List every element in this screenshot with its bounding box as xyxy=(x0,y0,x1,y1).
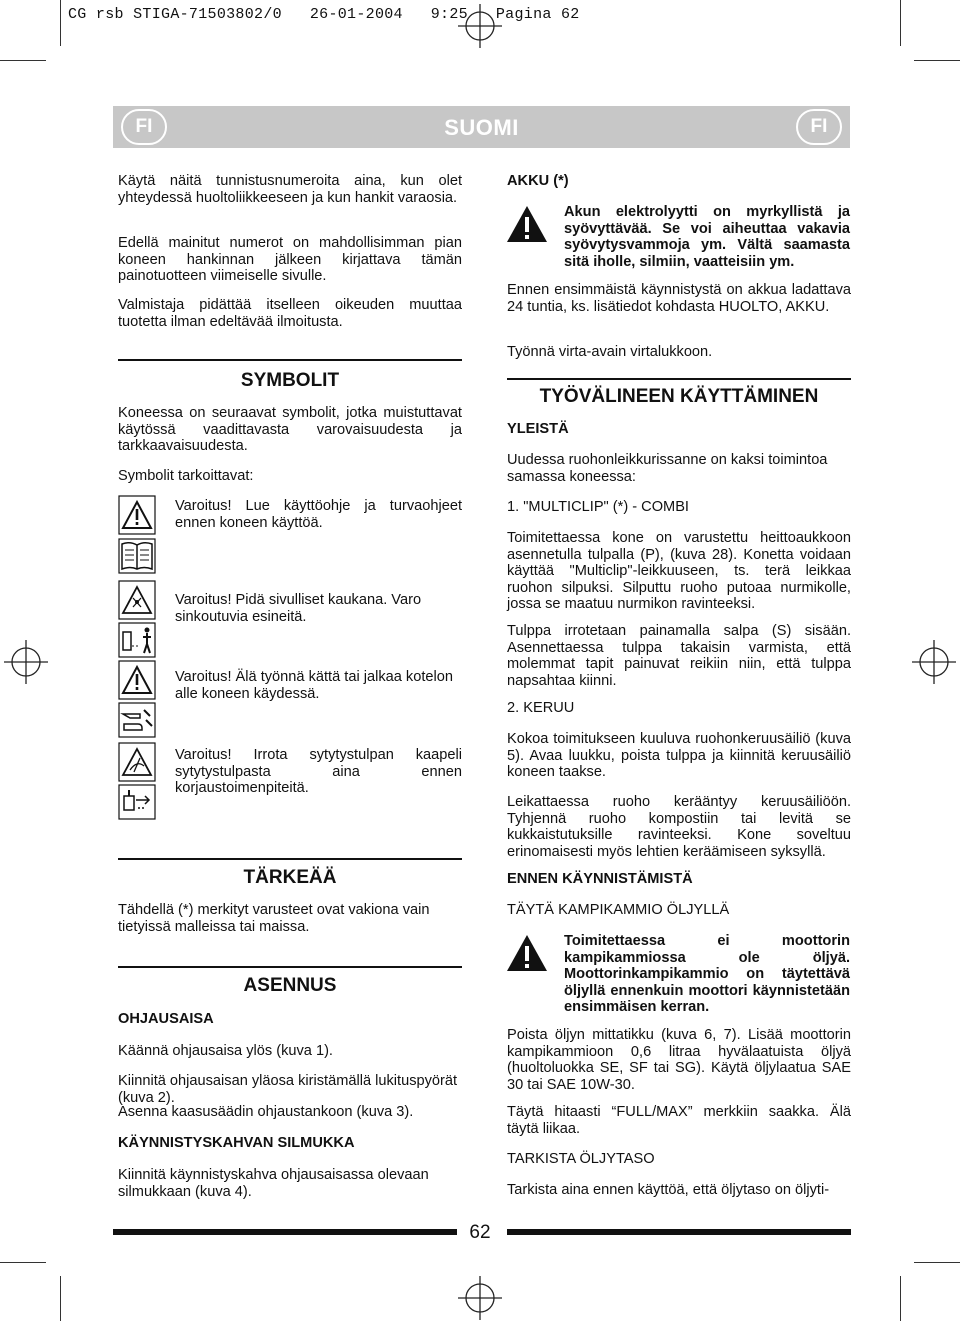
tarkista-text: Tarkista aina ennen käyttöä, että öljytaso on öljyti- xyxy=(507,1182,830,1198)
intro-paragraph-2: Edellä mainitut numerot on mahdollisimman pian koneen hankinnan jälkeen kirjattava tämän painotuotteen viimeiselle sivulle. xyxy=(118,235,462,285)
symbolit-label: Symbolit tarkoittavat: xyxy=(118,468,254,484)
intro-paragraph-3: Valmistaja pidättää itselleen oikeuden muuttaa tuotetta ilman edeltävää ilmoitusta. xyxy=(118,297,462,330)
tayta-heading: TÄYTÄ KAMPIKAMMIO ÖLJYLLÄ xyxy=(507,902,730,918)
multiclip-heading: 1. "MULTICLIP" (*) - COMBI xyxy=(507,499,689,515)
crop-mark xyxy=(914,60,960,61)
yleista-heading: YLEISTÄ xyxy=(507,421,569,437)
hand-foot-under-deck-icon xyxy=(118,702,156,738)
symbol-description-3: Varoitus! Älä työnnä kättä tai jalkaa kotelon alle koneen käydessä. xyxy=(175,669,453,702)
akku-heading: AKKU (*) xyxy=(507,173,569,189)
crop-mark xyxy=(900,0,901,46)
keruu-paragraph-2: Leikattaessa ruoho kerääntyy keruusäiliöön. Tyhjennä ruoho kompostiin tai levitä se kukkaistutuksille ravinteeksi. Kone soveltuu erinomaisesti myös lehtien keräämiseen syksyllä. xyxy=(507,794,851,860)
section-rule xyxy=(507,378,851,380)
symbolit-text: Koneessa on seuraavat symbolit, jotka muistuttavat käytössä vaadittavasta varovaisuudesta ja tarkkaavaisuudesta. xyxy=(118,405,462,455)
symbol-description-4: Varoitus! Irrota sytytystulpan kaapeli sytytystulpasta aina ennen korjaustoimenpiteitä. xyxy=(175,747,462,797)
section-rule xyxy=(118,858,462,860)
crop-mark xyxy=(914,1262,960,1263)
multiclip-paragraph-2: Tulppa irrotetaan painamalla salpa (S) sisään. Asennettaessa tulppa takaisin varmista, että molemmat tapit painuvat reikiin niin, että tulppa napsahtaa kiinni. xyxy=(507,623,851,689)
section-heading-tyovalineen: TYÖVÄLINEEN KÄYTTÄMINEN xyxy=(539,386,819,407)
banner-title: SUOMI xyxy=(444,115,519,140)
symbol-description-1: Varoitus! Lue käyttöohje ja turvaohjeet ennen koneen käyttöä. xyxy=(175,498,462,531)
multiclip-paragraph-1: Toimitettaessa kone on varustettu heittoaukkoon asennetulla tulpalla (P), (kuva 28). Konetta voidaan käyttää "Multiclip"-leikkuuseen, ts. terä leikkaa ruohon silpuksi. Silputtu ruoho putoaa nurmikolle, jossa se maatuu nurmikon ravinteeksi. xyxy=(507,530,851,613)
registration-mark-icon xyxy=(458,1276,502,1320)
language-badge-left: FI xyxy=(121,109,167,145)
spark-plug-disconnect-icon xyxy=(118,784,156,820)
section-heading-symbolit: SYMBOLIT xyxy=(240,370,340,391)
ohjausaisa-paragraph-2: Kiinnitä ohjausaisan yläosa kiristämällä lukituspyörät (kuva 2). xyxy=(118,1073,458,1106)
akku-paragraph-1: Ennen ensimmäistä käynnistystä on akkua ladattava 24 tuntia, ks. lisätiedot kohdasta HUOLTO, AKKU. xyxy=(507,282,851,315)
symbol-description-2: Varoitus! Pidä sivulliset kaukana. Varo sinkoutuvia esineitä. xyxy=(175,592,422,625)
manual-book-icon xyxy=(118,538,156,574)
keruu-heading: 2. KERUU xyxy=(507,700,575,716)
print-header: CG rsb STIGA-71503802/0 26-01-2004 9:25 Pagina 62 xyxy=(68,6,580,23)
crop-mark xyxy=(0,1262,46,1263)
language-banner xyxy=(113,106,850,148)
intro-paragraph-1: Käytä näitä tunnistusnumeroita aina, kun olet yhteydessä huoltoliikkeeseen ja kun hankit varaosia. xyxy=(118,173,462,206)
ohjausaisa-paragraph-1: Käännä ohjausaisa ylös (kuva 1). xyxy=(118,1043,333,1059)
tarkeaa-text: Tähdellä (*) merkityt varusteet ovat vakiona vain tietyissä malleissa tai maissa. xyxy=(118,902,430,935)
thrown-objects-warning-icon xyxy=(118,580,156,620)
keruu-paragraph-1: Kokoa toimitukseen kuuluva ruohonkeruusäiliö (kuva 5). Avaa luukku, poista tulppa ja kiinnitä keruusäiliö koneen taakse. xyxy=(507,731,851,781)
warning-triangle-icon xyxy=(505,933,549,973)
crop-mark xyxy=(0,60,46,61)
language-badge-right: FI xyxy=(796,109,842,145)
section-rule xyxy=(118,359,462,361)
registration-mark-icon xyxy=(912,640,956,684)
registration-mark-icon xyxy=(4,640,48,684)
oil-paragraph-2: Täytä hitaasti “FULL/MAX” merkkiin saakka. Älä täytä liikaa. xyxy=(507,1104,851,1137)
ohjausaisa-heading: OHJAUSAISA xyxy=(118,1011,214,1027)
ohjausaisa-paragraph-3: Asenna kaasusäädin ohjaustankoon (kuva 3). xyxy=(118,1104,414,1120)
oil-warning: Toimitettaessa ei moottorin kampikammiossa ole öljyä. Moottorinkampikammio on täytettävä öljyllä ennenkuin moottori käynnistetään ensimmäisen kerran. xyxy=(564,933,850,1016)
section-rule xyxy=(118,966,462,968)
warning-triangle-icon xyxy=(118,495,156,535)
crop-mark xyxy=(60,0,61,46)
crop-mark xyxy=(900,1276,901,1321)
bystander-distance-icon xyxy=(118,622,156,658)
section-heading-tarkeaa: TÄRKEÄÄ xyxy=(243,867,337,888)
warning-triangle-icon xyxy=(118,660,156,700)
tarkista-heading: TARKISTA ÖLJYTASO xyxy=(507,1151,655,1167)
section-heading-asennus: ASENNUS xyxy=(243,975,337,996)
ennen-heading: ENNEN KÄYNNISTÄMISTÄ xyxy=(507,871,693,887)
warning-triangle-icon xyxy=(505,204,549,244)
spark-plug-warning-icon xyxy=(118,742,156,782)
akku-paragraph-2: Työnnä virta-avain virtalukkoon. xyxy=(507,344,713,360)
akku-warning: Akun elektrolyytti on myrkyllistä ja syövyttävää. Se voi aiheuttaa vakavia syövytysvammoja ym. Vältä saamasta sitä iholle, silmiin, vaatteisiin ym. xyxy=(564,204,850,270)
page-number: 62 xyxy=(469,1222,491,1243)
kaynnistys-heading: KÄYNNISTYSKAHVAN SILMUKKA xyxy=(118,1135,355,1151)
crop-mark xyxy=(60,1276,61,1321)
yleista-text: Uudessa ruohonleikkurissanne on kaksi toimintoa samassa koneessa: xyxy=(507,452,828,485)
oil-paragraph-1: Poista öljyn mittatikku (kuva 6, 7). Lisää moottorin kampikammioon 0,6 litraa hyvälaatuista öljyä (huoltoluokka SE, SF tai SG). Käytä öljylaatua SAE 30 tai SAE 10W-30. xyxy=(507,1027,851,1093)
kaynnistys-text: Kiinnitä käynnistyskahva ohjausaisassa olevaan silmukkaan (kuva 4). xyxy=(118,1167,429,1200)
